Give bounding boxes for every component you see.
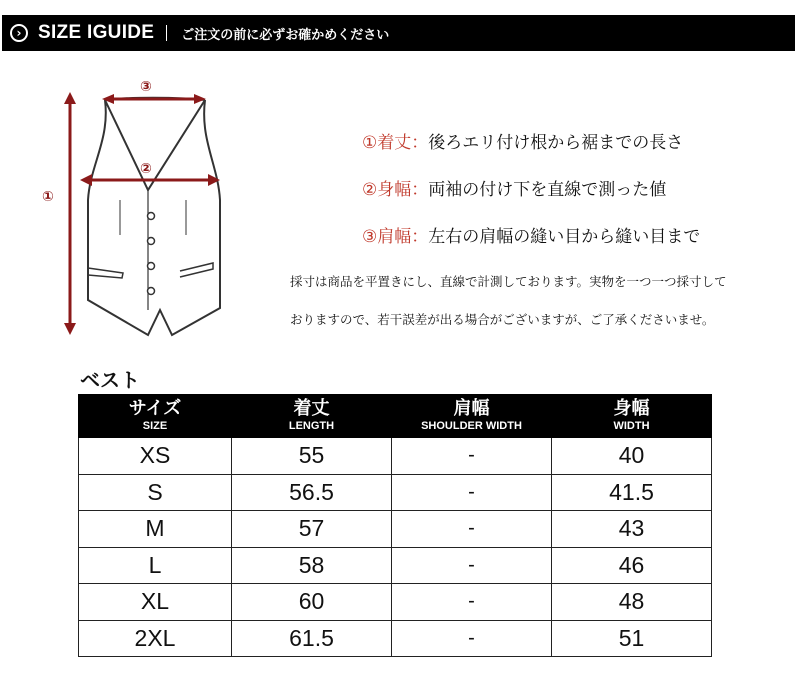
description-width bbox=[362, 175, 666, 200]
cell-length: 61.5 bbox=[232, 620, 392, 657]
cell-shoulder: - bbox=[392, 584, 552, 621]
cell-length: 55 bbox=[232, 438, 392, 475]
cell-length: 57 bbox=[232, 511, 392, 548]
table-row bbox=[79, 584, 712, 621]
description-key: ①着丈： bbox=[362, 133, 429, 153]
cell-size: S bbox=[79, 474, 232, 511]
measurement-note-line-2: おりますので、若干誤差が出る場合がございますが、ご了承くださいませ。 bbox=[290, 312, 715, 327]
marker-width: ② bbox=[140, 161, 152, 177]
table-row bbox=[79, 547, 712, 584]
vest-illustration bbox=[30, 70, 270, 345]
table-header-row bbox=[79, 395, 712, 438]
header-divider bbox=[166, 25, 167, 41]
description-key: ③肩幅： bbox=[362, 227, 429, 247]
page-title: SIZE IGUIDE bbox=[38, 22, 155, 43]
cell-width: 40 bbox=[552, 438, 712, 475]
cell-size: L bbox=[79, 547, 232, 584]
table-row bbox=[79, 438, 712, 475]
cell-shoulder: - bbox=[392, 438, 552, 475]
cell-width: 46 bbox=[552, 547, 712, 584]
marker-length: ① bbox=[42, 189, 54, 205]
description-text: 後ろエリ付け根から裾までの長さ bbox=[428, 133, 684, 153]
chevron-right-icon: › bbox=[10, 24, 28, 42]
cell-width: 48 bbox=[552, 584, 712, 621]
header-width: 身幅 WIDTH bbox=[552, 395, 712, 438]
cell-shoulder: - bbox=[392, 474, 552, 511]
cell-width: 51 bbox=[552, 620, 712, 657]
cell-shoulder: - bbox=[392, 620, 552, 657]
table-label: ベスト bbox=[80, 368, 140, 392]
cell-size: XS bbox=[79, 438, 232, 475]
table-row bbox=[79, 511, 712, 548]
page-subtitle: ご注文の前に必ずお確かめください bbox=[181, 27, 390, 43]
marker-shoulder: ③ bbox=[140, 79, 152, 95]
cell-length: 60 bbox=[232, 584, 392, 621]
cell-width: 41.5 bbox=[552, 474, 712, 511]
description-text: 左右の肩幅の縫い目から縫い目まで bbox=[428, 227, 701, 247]
table-row bbox=[79, 620, 712, 657]
vest-diagram bbox=[30, 70, 270, 345]
measurement-note-line-1: 採寸は商品を平置きにし、直線で計測しております。実物を一つ一つ採寸して bbox=[290, 274, 727, 289]
cell-size: XL bbox=[79, 584, 232, 621]
cell-size: 2XL bbox=[79, 620, 232, 657]
description-shoulder bbox=[362, 222, 700, 247]
header-size: サイズ SIZE bbox=[79, 395, 232, 438]
header-length: 着丈 LENGTH bbox=[232, 395, 392, 438]
cell-shoulder: - bbox=[392, 547, 552, 584]
header-shoulder-width: 肩幅 SHOULDER WIDTH bbox=[392, 395, 552, 438]
description-length bbox=[362, 128, 683, 153]
description-key: ②身幅： bbox=[362, 180, 429, 200]
description-text: 両袖の付け下を直線で測った値 bbox=[428, 180, 667, 200]
cell-size: M bbox=[79, 511, 232, 548]
size-table bbox=[78, 394, 712, 657]
header-bar bbox=[2, 15, 795, 51]
cell-shoulder: - bbox=[392, 511, 552, 548]
cell-length: 58 bbox=[232, 547, 392, 584]
cell-width: 43 bbox=[552, 511, 712, 548]
cell-length: 56.5 bbox=[232, 474, 392, 511]
table-row bbox=[79, 474, 712, 511]
